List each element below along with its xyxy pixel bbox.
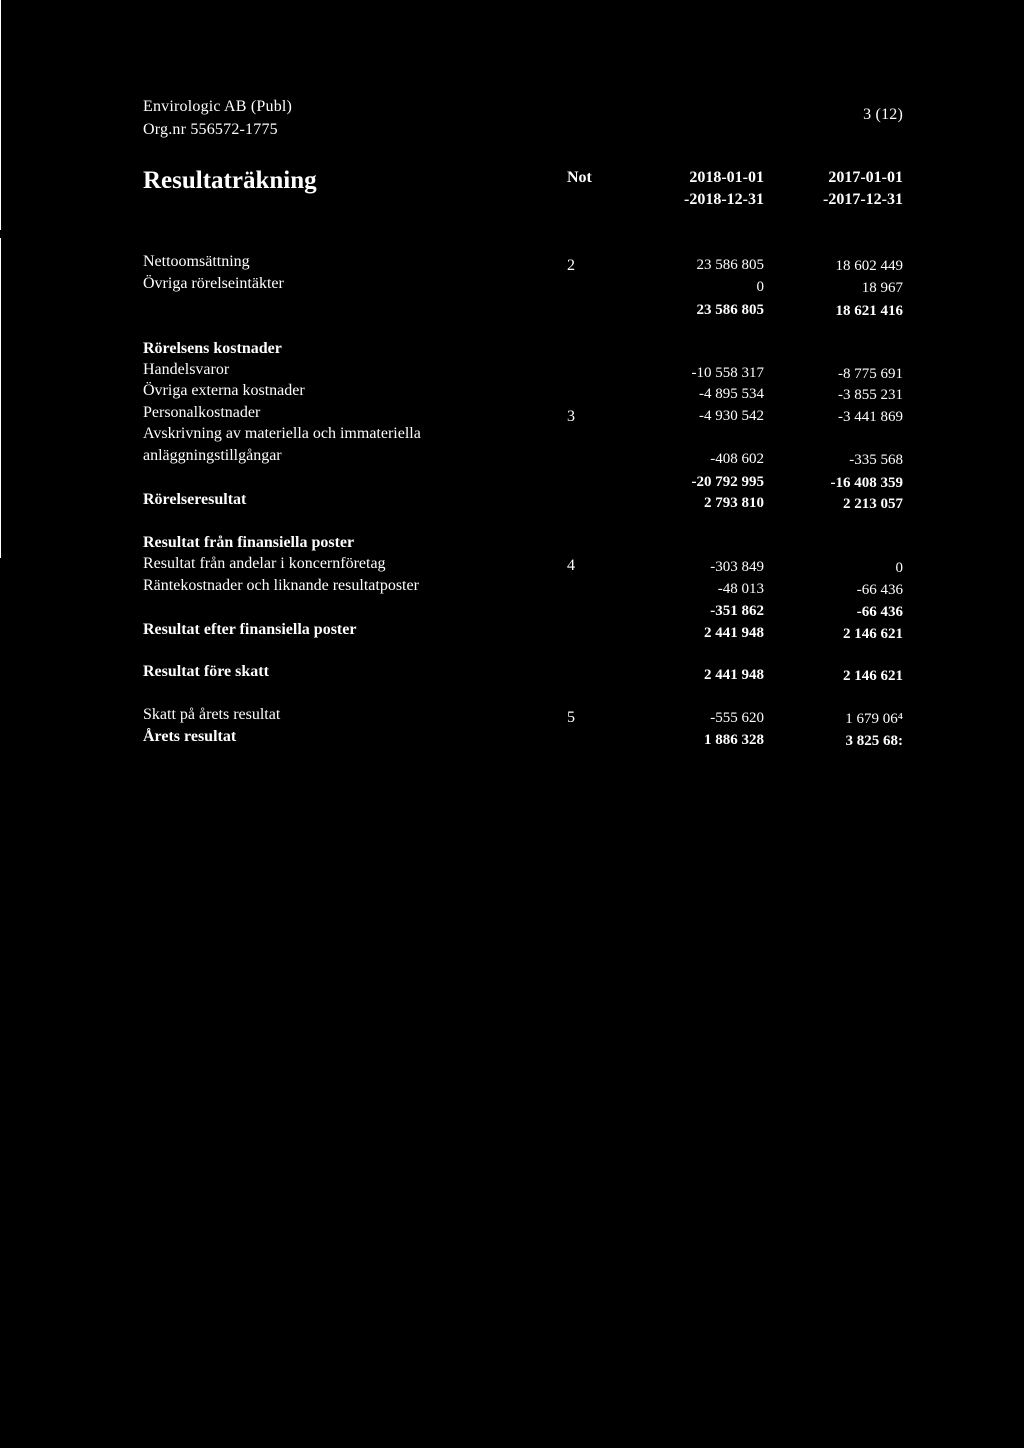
row-value-2018: 23 586 805 (696, 257, 764, 273)
row-value-2018: 1 886 328 (704, 732, 764, 748)
page-number: 3 (12) (863, 106, 903, 123)
row-value-2017: 2 146 621 (843, 626, 903, 642)
col-2018-to: -2018-12-31 (684, 191, 764, 208)
row-label-personalkostnader: Personalkostnader (143, 404, 261, 421)
row-note: 3 (567, 408, 575, 425)
row-value-2018: -48 013 (717, 581, 764, 597)
row-value-2017: -3 855 231 (838, 387, 903, 403)
subtotal-value-2017: 18 621 416 (835, 303, 903, 319)
row-label-resultat-efter-finansiella-poster: Resultat efter finansiella poster (143, 621, 357, 638)
subtotal-value-2017: -66 436 (856, 604, 903, 620)
row-label-skatt: Skatt på årets resultat (143, 706, 281, 723)
row-value-2017: -8 775 691 (838, 366, 903, 382)
row-value-2018: 2 441 948 (704, 625, 764, 641)
row-value-2017: -66 436 (856, 582, 903, 598)
row-value-2017: -3 441 869 (838, 409, 903, 425)
subtotal-value-2018: 23 586 805 (696, 302, 764, 318)
org-number: Org.nr 556572-1775 (143, 121, 278, 138)
col-note-header: Not (567, 169, 592, 186)
subtotal-value-2018: -351 862 (710, 603, 764, 619)
row-value-2017: 0 (895, 560, 903, 576)
row-value-2018: 2 441 948 (704, 667, 764, 683)
section-heading-finansiella-poster: Resultat från finansiella poster (143, 534, 355, 551)
row-label-arets-resultat: Årets resultat (143, 728, 237, 745)
row-value-2018: 2 793 810 (704, 495, 764, 511)
row-label-andelar-koncernforetag: Resultat från andelar i koncernföretag (143, 555, 386, 572)
row-value-2018: -4 930 542 (699, 408, 764, 424)
row-value-2018: -10 558 317 (691, 365, 764, 381)
row-note: 2 (567, 257, 575, 274)
scan-edge-line (0, 0, 1, 230)
row-value-2018: -303 849 (710, 559, 764, 575)
row-value-2017: 3 825 68: (845, 733, 903, 749)
col-2017-to: -2017-12-31 (823, 191, 903, 208)
row-value-2017: 2 213 057 (843, 496, 903, 512)
row-value-2018: -4 895 534 (699, 386, 764, 402)
row-label-ovriga-rorelseintakter: Övriga rörelseintäkter (143, 275, 284, 292)
row-label-resultat-fore-skatt: Resultat före skatt (143, 663, 269, 680)
row-value-2017: 18 967 (861, 280, 903, 296)
row-value-2018: -555 620 (710, 710, 764, 726)
company-name: Envirologic AB (Publ) (143, 98, 293, 115)
row-label-avskrivning: Avskrivning av materiella och immateriella (143, 425, 421, 442)
row-label-ovriga-externa-kostnader: Övriga externa kostnader (143, 382, 305, 399)
row-label-handelsvaror: Handelsvaror (143, 361, 230, 378)
row-value-2017: 18 602 449 (835, 258, 903, 274)
row-value-2017: -335 568 (849, 452, 903, 468)
row-value-2018: -408 602 (710, 451, 764, 467)
row-label-rantekostnader: Räntekostnader och liknande resultatposter (143, 577, 419, 594)
subtotal-value-2017: -16 408 359 (830, 475, 903, 491)
page-title: Resultaträkning (143, 167, 317, 194)
subtotal-value-2018: -20 792 995 (691, 474, 764, 490)
row-value-2017: 1 679 06⁴ (845, 711, 903, 727)
row-label-nettoomsattning: Nettoomsättning (143, 253, 250, 270)
row-value-2018: 0 (756, 279, 764, 295)
row-value-2017: 2 146 621 (843, 668, 903, 684)
section-heading-rorelsens-kostnader: Rörelsens kostnader (143, 340, 282, 357)
row-note: 4 (567, 557, 575, 574)
col-2018-from: 2018-01-01 (689, 169, 764, 186)
row-label-rorelseresultat: Rörelseresultat (143, 491, 247, 508)
scan-edge-line (0, 238, 1, 558)
col-2017-from: 2017-01-01 (828, 169, 903, 186)
row-label-anlaggningstillgangar: anläggningstillgångar (143, 447, 282, 464)
row-note: 5 (567, 709, 575, 726)
